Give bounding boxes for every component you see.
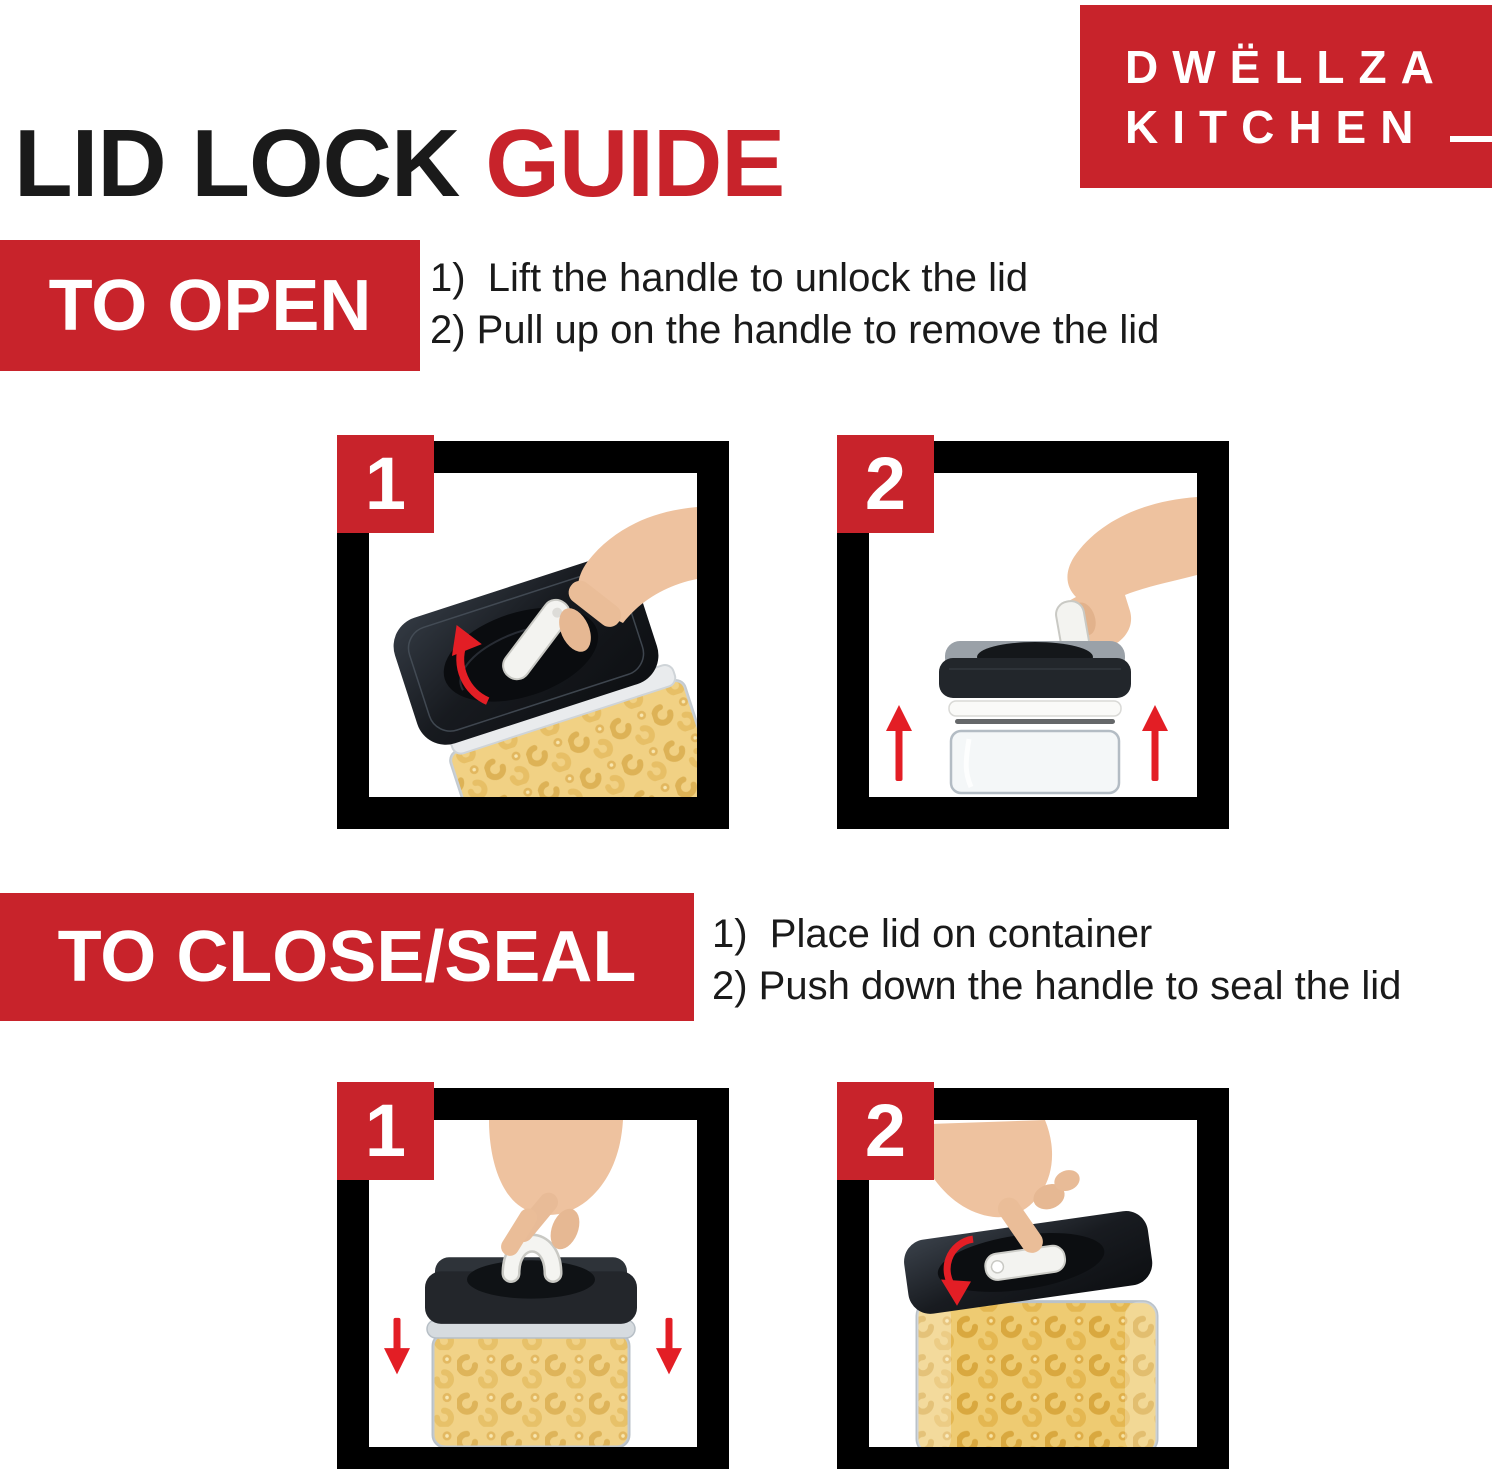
down-arrow-icon xyxy=(384,1318,410,1375)
title-red-part: GUIDE xyxy=(485,110,785,218)
brand-logo xyxy=(1080,5,1492,188)
seal-ring-graphic xyxy=(949,701,1121,716)
container-with-pasta-graphic xyxy=(433,1334,629,1447)
step-number: 2 xyxy=(864,1089,907,1172)
step-number-tab xyxy=(337,435,434,533)
title-black-part: LID LOCK xyxy=(14,110,460,218)
step-number-tab xyxy=(837,1082,934,1180)
logo-dash-line xyxy=(1450,136,1492,142)
lid-graphic xyxy=(939,641,1131,698)
open-step-2-text: 2) Pull up on the handle to remove the lid xyxy=(430,308,1160,352)
down-arrow-icon xyxy=(656,1318,682,1375)
close-step-2-text: 2) Push down the handle to seal the lid xyxy=(712,964,1402,1008)
close-step-1-text: 1) Place lid on container xyxy=(712,912,1153,956)
step-number-tab xyxy=(837,435,934,533)
brand-name-line1: DWËLLZA xyxy=(1125,40,1448,93)
panel-close-step1 xyxy=(337,1088,729,1469)
page-title xyxy=(14,110,785,218)
empty-container-graphic xyxy=(951,731,1119,793)
step-number: 1 xyxy=(364,1089,407,1172)
brand-name-line2: KITCHEN xyxy=(1125,100,1428,153)
step-number: 2 xyxy=(864,442,907,525)
lid-graphic xyxy=(425,1257,637,1324)
open-step-1-text: 1) Lift the handle to unlock the lid xyxy=(430,256,1029,300)
to-close-steps xyxy=(712,908,1401,1012)
container-with-pasta-graphic xyxy=(917,1302,1157,1447)
step-number: 1 xyxy=(364,442,407,525)
up-arrow-icon xyxy=(1142,705,1168,781)
up-arrow-icon xyxy=(886,705,912,781)
to-open-banner: TO OPEN xyxy=(0,240,420,371)
panel-close-step2 xyxy=(837,1088,1229,1469)
panel-open-step1 xyxy=(337,441,729,829)
step-number-tab xyxy=(337,1082,434,1180)
hand-graphic xyxy=(489,1120,623,1259)
to-close-banner: TO CLOSE/SEAL xyxy=(0,893,694,1021)
panel-open-step2 xyxy=(837,441,1229,829)
to-open-steps xyxy=(430,252,1159,356)
